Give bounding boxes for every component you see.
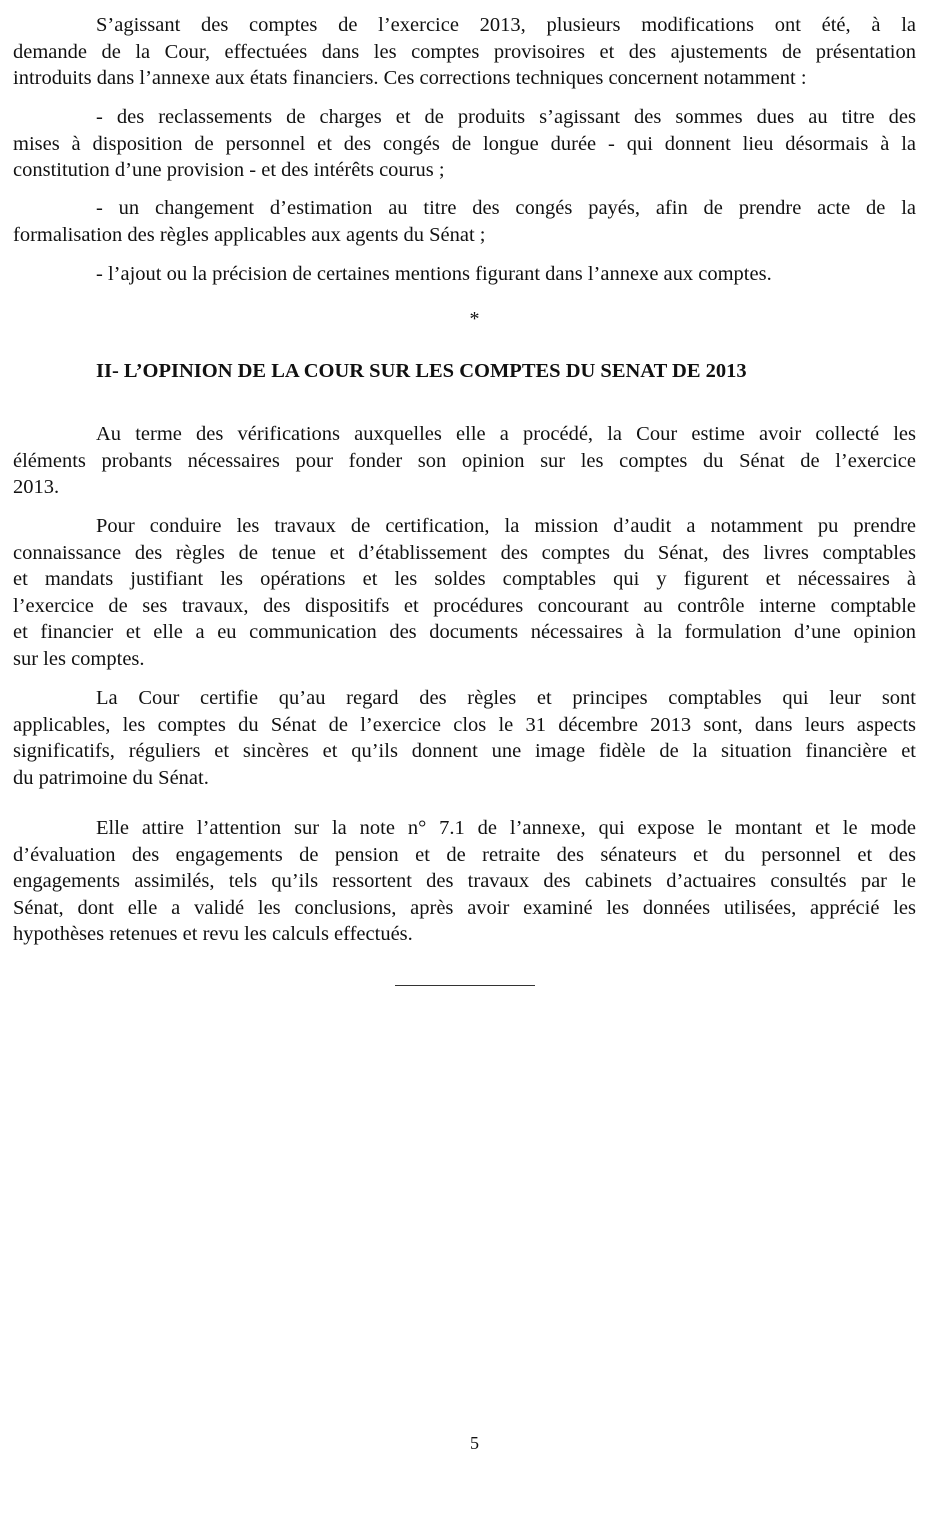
- paragraph-line: mises à disposition de personnel et des congés de longue durée - qui donnent lieu désormais à la: [13, 132, 916, 155]
- paragraph-line: - un changement d’estimation au titre des congés payés, afin de prendre acte de la: [96, 197, 916, 219]
- paragraph: [13, 815, 916, 948]
- paragraph-line: hypothèses retenues et revu les calculs effectués.: [13, 923, 413, 946]
- paragraph-line: connaissance des règles de tenue et d’établissement des comptes du Sénat, des livres comptables: [13, 541, 916, 564]
- section-heading: II- L’OPINION DE LA COUR SUR LES COMPTES DU SENAT DE 2013: [96, 360, 747, 382]
- paragraph-line: et financier et elle a eu communication des documents nécessaires à la formulation d’une opinion: [13, 621, 916, 644]
- paragraph-line: demande de la Cour, effectuées dans les comptes provisoires et des ajustements de présentation: [13, 40, 916, 63]
- paragraph-line: et mandats justifiant les opérations et les soldes comptables qui y figurent et nécessaires à: [13, 568, 916, 591]
- paragraph-line: éléments probants nécessaires pour fonder son opinion sur les comptes du Sénat de l’exercice: [13, 449, 916, 472]
- paragraph-line: l’exercice de ses travaux, des dispositifs et procédures concourant au contrôle interne comptable: [13, 594, 916, 617]
- paragraph-line: S’agissant des comptes de l’exercice 2013, plusieurs modifications ont été, à la: [96, 14, 916, 36]
- paragraph-line: d’évaluation des engagements de pension et de retraite des sénateurs et du personnel et des: [13, 843, 916, 866]
- paragraph: [13, 195, 916, 248]
- paragraph: [13, 513, 916, 673]
- paragraph: [13, 421, 916, 501]
- paragraph-line: introduits dans l’annexe aux états financiers. Ces corrections techniques concernent notamment :: [13, 67, 807, 90]
- paragraph-line: 2013.: [13, 476, 60, 499]
- paragraph-line: Au terme des vérifications auxquelles elle a procédé, la Cour estime avoir collecté les: [96, 423, 916, 445]
- paragraph-line: - l’ajout ou la précision de certaines mentions figurant dans l’annexe aux comptes.: [96, 263, 772, 285]
- paragraph: [13, 12, 916, 92]
- paragraph-line: Sénat, dont elle a validé les conclusions, après avoir examiné les données utilisées, apprécié les: [13, 896, 916, 919]
- section-separator: *: [469, 308, 480, 330]
- paragraph-line: applicables, les comptes du Sénat de l’exercice clos le 31 décembre 2013 sont, dans leurs aspects: [13, 713, 916, 736]
- paragraph-line: significatifs, réguliers et sincères et qu’ils donnent une image fidèle de la situation financière et: [13, 740, 916, 763]
- paragraph-line: Pour conduire les travaux de certification, la mission d’audit a notamment pu prendre: [96, 515, 916, 537]
- paragraph: [13, 685, 916, 791]
- paragraph-line: - des reclassements de charges et de produits s’agissant des sommes dues au titre des: [96, 106, 916, 128]
- paragraph-line: du patrimoine du Sénat.: [13, 766, 209, 789]
- paragraph-line: constitution d’une provision - et des intérêts courus ;: [13, 159, 445, 182]
- paragraph-line: sur les comptes.: [13, 647, 145, 670]
- end-rule: [395, 985, 535, 986]
- paragraph-line: La Cour certifie qu’au regard des règles et principes comptables qui leur sont: [96, 687, 916, 709]
- page-number: 5: [470, 1433, 479, 1453]
- paragraph-line: formalisation des règles applicables aux agents du Sénat ;: [13, 223, 486, 246]
- paragraph: [13, 261, 916, 288]
- paragraph-line: engagements assimilés, tels qu’ils ressortent des travaux des cabinets d’actuaires consultés par le: [13, 870, 916, 893]
- paragraph: [13, 104, 916, 184]
- paragraph-line: Elle attire l’attention sur la note n° 7.1 de l’annexe, qui expose le montant et le mode: [96, 817, 916, 839]
